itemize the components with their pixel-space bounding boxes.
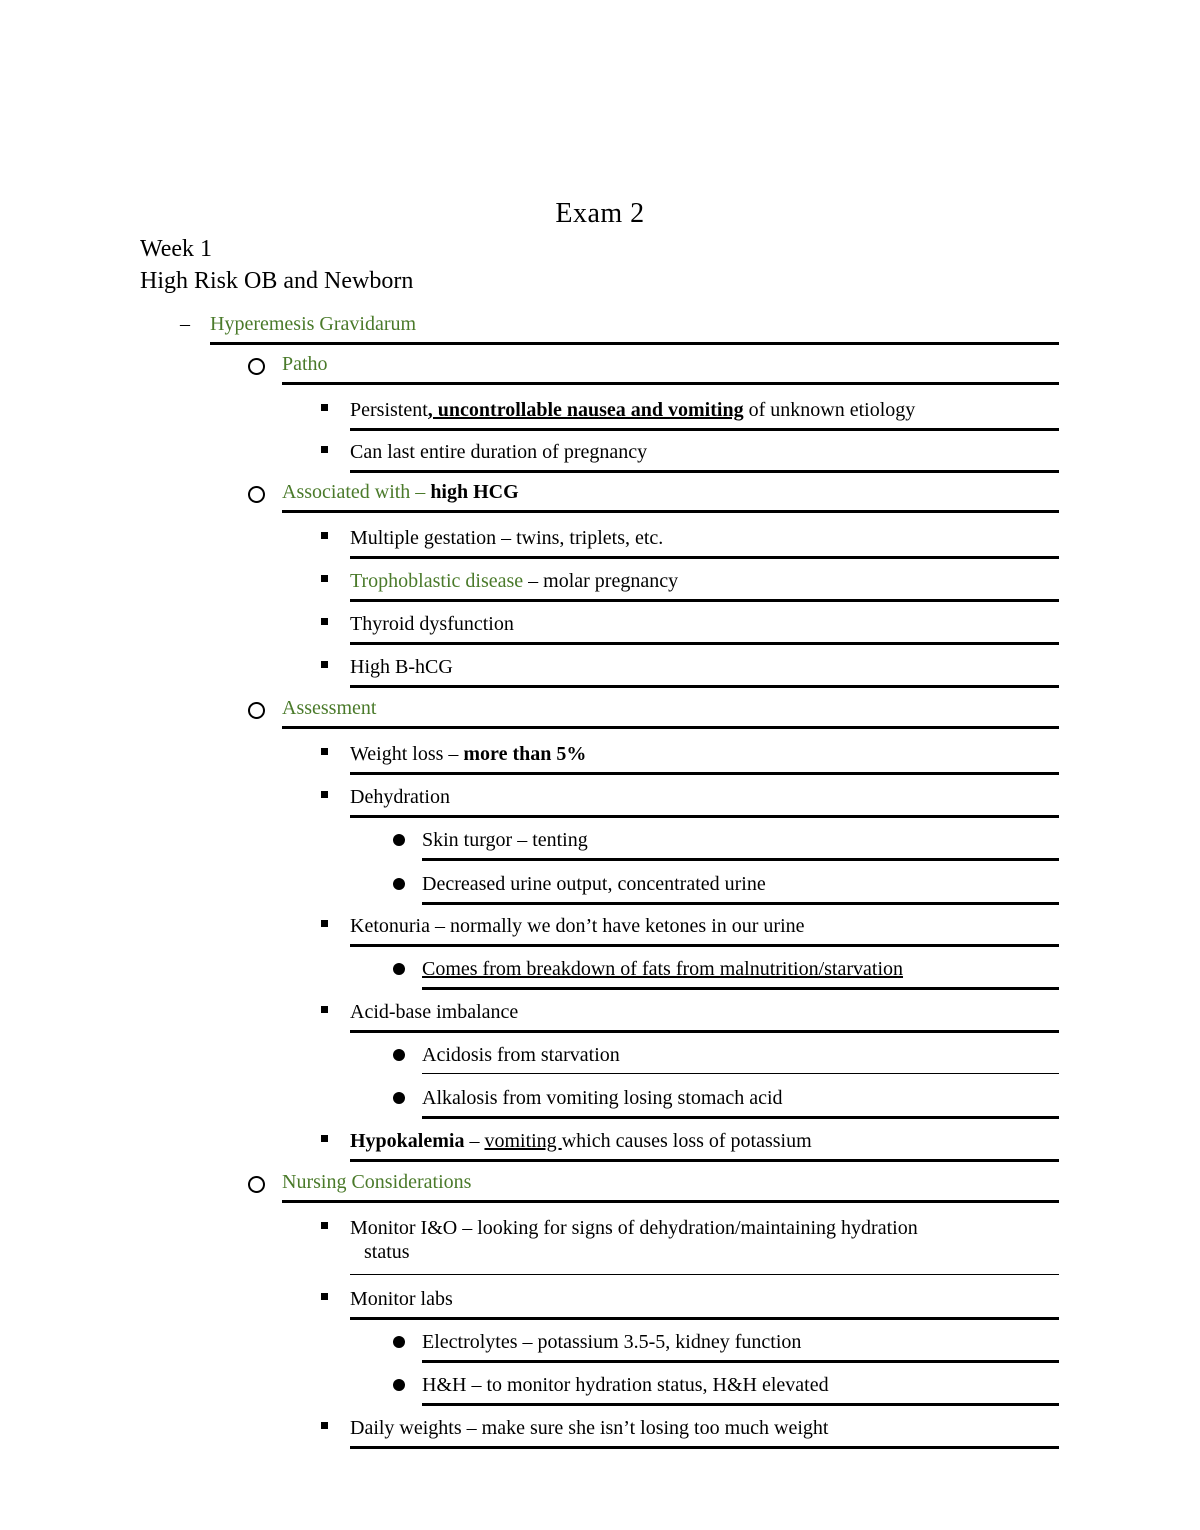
square-bullet-icon [321,1293,328,1300]
patho-label: Patho [282,353,328,375]
subsection-nursing: Nursing Considerations [282,1170,1059,1203]
square-bullet-icon [321,575,328,582]
assessment-hypokalemia: Hypokalemia – vomiting which causes loss of potassium [350,1129,1059,1162]
dot-bullet-icon [393,834,405,846]
assessment-acid-base: Acid-base imbalance [350,1000,1059,1033]
associated-item-3: Thyroid dysfunction [350,612,1059,645]
square-bullet-icon [321,661,328,668]
section-title: Hyperemesis Gravidarum [210,313,417,335]
patho-item-1: Persistent, uncontrollable nausea and vomiting of unknown etiology [350,398,1059,431]
circle-bullet-icon [248,702,265,719]
square-bullet-icon [321,1222,328,1229]
dot-bullet-icon [393,1049,405,1061]
assessment-ketonuria: Ketonuria – normally we don’t have ketones in our urine [350,914,1059,947]
week-heading: Week 1 [140,236,213,262]
nursing-daily-weights: Daily weights – make sure she isn’t losing too much weight [350,1416,1059,1449]
square-bullet-icon [321,920,328,927]
dash-bullet: – [180,313,190,335]
nursing-labs: Monitor labs [350,1287,1059,1320]
dot-bullet-icon [393,878,405,890]
labs-item-1: Electrolytes – potassium 3.5-5, kidney function [422,1330,1059,1363]
circle-bullet-icon [248,358,265,375]
assessment-weight: Weight loss – more than 5% [350,742,1059,775]
dot-bullet-icon [393,1336,405,1348]
nursing-io: Monitor I&O – looking for signs of dehydration/maintaining hydration status [350,1216,1059,1275]
dot-bullet-icon [393,1379,405,1391]
dehydration-item-2: Decreased urine output, concentrated urine [422,872,1059,905]
subsection-assessment: Assessment [282,696,1059,729]
associated-item-1: Multiple gestation – twins, triplets, etc. [350,526,1059,559]
square-bullet-icon [321,1135,328,1142]
dehydration-item-1: Skin turgor – tenting [422,828,1059,861]
square-bullet-icon [321,1006,328,1013]
topic-heading: High Risk OB and Newborn [140,268,414,294]
subsection-associated: Associated with – high HCG [282,480,1059,513]
square-bullet-icon [321,791,328,798]
emphasis: high HCG [430,481,519,503]
square-bullet-icon [321,1422,328,1429]
square-bullet-icon [321,404,328,411]
circle-bullet-icon [248,486,265,503]
associated-item-4: High B-hCG [350,655,1059,688]
square-bullet-icon [321,446,328,453]
acid-base-item-2: Alkalosis from vomiting losing stomach acid [422,1086,1059,1119]
associated-item-2: Trophoblastic disease – molar pregnancy [350,569,1059,602]
square-bullet-icon [321,618,328,625]
subsection-patho [282,352,1059,385]
emphasis: , uncontrollable nausea and vomiting [427,399,744,421]
labs-item-2: H&H – to monitor hydration status, H&H elevated [422,1373,1059,1406]
section-hyperemesis [180,312,1059,345]
circle-bullet-icon [248,1176,265,1193]
dot-bullet-icon [393,963,405,975]
patho-item-2: Can last entire duration of pregnancy [350,440,1059,473]
doc-title: Exam 2 [555,198,645,229]
dot-bullet-icon [393,1092,405,1104]
assessment-dehydration: Dehydration [350,785,1059,818]
square-bullet-icon [321,748,328,755]
square-bullet-icon [321,532,328,539]
ketonuria-item-1: Comes from breakdown of fats from malnutrition/starvation [422,957,1059,990]
acid-base-item-1: Acidosis from starvation [422,1043,1059,1074]
